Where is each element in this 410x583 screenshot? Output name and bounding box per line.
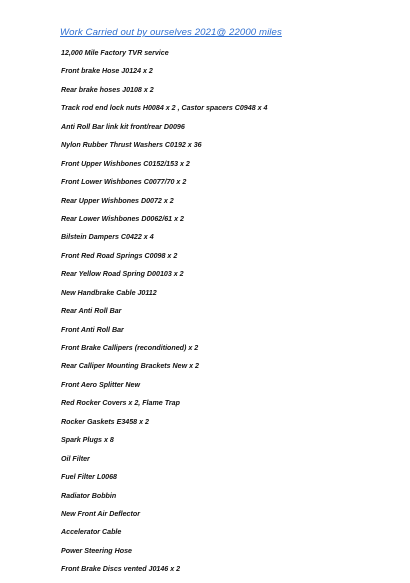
work-item: Fuel Filter L0068 [61, 473, 117, 482]
work-item: Rear Yellow Road Spring D00103 x 2 [61, 270, 184, 279]
work-item: Red Rocker Covers x 2, Flame Trap [61, 399, 180, 408]
work-item: Nylon Rubber Thrust Washers C0192 x 36 [61, 141, 202, 150]
work-item: Rear Anti Roll Bar [61, 307, 122, 316]
work-item: Anti Roll Bar link kit front/rear D0096 [61, 122, 185, 131]
work-item: Front Brake Callipers (reconditioned) x 2 [61, 344, 199, 352]
work-item: New Handbrake Cable J0112 [61, 288, 157, 297]
work-item: Rear Upper Wishbones D0072 x 2 [61, 196, 174, 205]
work-item: Rocker Gaskets E3458 x 2 [61, 417, 149, 426]
work-items-list [61, 48, 267, 583]
work-item: Front Red Road Springs C0098 x 2 [61, 251, 178, 260]
work-item: New Front Air Deflector [61, 509, 140, 518]
work-item: Rear brake hoses J0108 x 2 [61, 85, 154, 94]
work-item: Front brake Hose J0124 x 2 [61, 67, 153, 76]
work-item: Spark Plugs x 8 [61, 436, 114, 445]
work-item: Power Steering Hose [61, 546, 132, 555]
work-item: Oil Filter [61, 454, 90, 463]
work-item: Rear Lower Wishbones D0062/61 x 2 [61, 214, 184, 223]
work-item: Radiator Bobbin [61, 491, 117, 500]
work-item: 12,000 Mile Factory TVR service [61, 49, 169, 57]
work-item: Rear Calliper Mounting Brackets New x 2 [61, 362, 199, 371]
document-title: Work Carried out by ourselves 2021@ 22000 miles [60, 27, 282, 38]
work-item: Track rod end lock nuts H0084 x 2 , Castor spacers C0948 x 4 [61, 104, 268, 113]
work-item: Bilstein Dampers C0422 x 4 [61, 233, 154, 242]
work-item: Front Aero Splitter New [61, 380, 140, 389]
work-item: Front Upper Wishbones C0152/153 x 2 [61, 159, 190, 168]
work-item: Front Lower Wishbones C0077/70 x 2 [61, 178, 187, 187]
work-item: Front Anti Roll Bar [61, 325, 124, 334]
work-item: Front Brake Discs vented J0146 x 2 [61, 565, 181, 574]
work-item: Accelerator Cable [61, 528, 122, 537]
